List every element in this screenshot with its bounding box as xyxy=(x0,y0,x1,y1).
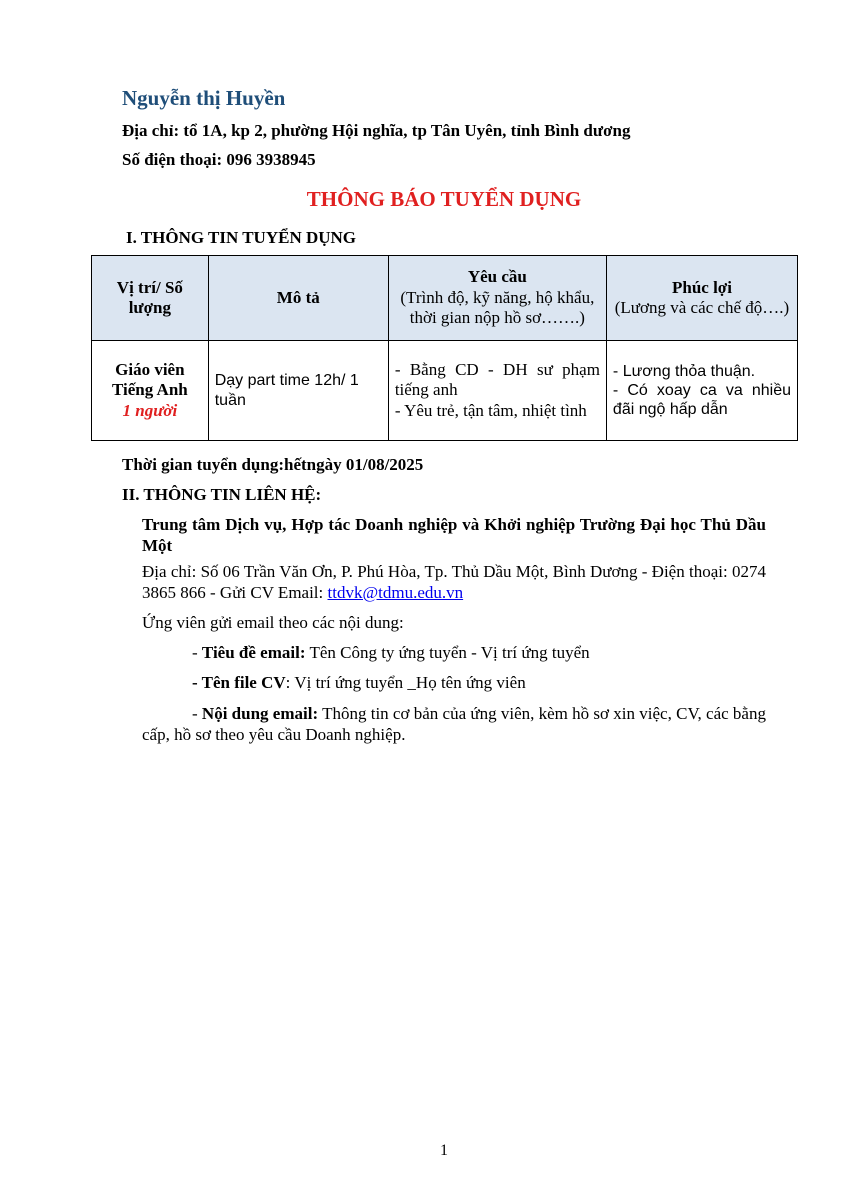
recruitment-table xyxy=(91,255,798,441)
section2-title: II. THÔNG TIN LIÊN HỆ: xyxy=(122,485,322,504)
cell-requirements xyxy=(388,341,606,441)
requirement-item: - Bằng CD - DH sư phạm tiếng anh xyxy=(394,359,600,400)
center-name: Trung tâm Dịch vụ, Hợp tác Doanh nghiệp và Khởi nghiệp Trường Đại học Thủ Dầu Một xyxy=(142,515,766,555)
header-benefits-title: Phúc lợi xyxy=(671,277,732,297)
recruitment-deadline: Thời gian tuyển dụng:hếtngày 01/08/2025 xyxy=(122,455,424,474)
benefit-item: - Có xoay ca va nhiều đãi ngộ hấp dẫn xyxy=(612,381,791,419)
instruction-item-cv-filename: - Tên file CV: Vị trí ứng tuyển _Họ tên ứng viên xyxy=(192,673,526,692)
cell-benefits xyxy=(606,341,797,441)
cell-position xyxy=(92,341,209,441)
header-requirements-title: Yêu cầu xyxy=(467,267,527,287)
applicant-phone: Số điện thoại: 096 3938945 xyxy=(122,150,316,169)
table-row xyxy=(92,341,798,441)
position-quantity: 1 người xyxy=(122,400,178,420)
center-address xyxy=(142,561,766,603)
header-benefits xyxy=(606,256,797,341)
applicant-address: Địa chỉ: tổ 1A, kp 2, phường Hội nghĩa, tp Tân Uyên, tỉnh Bình dương xyxy=(122,121,631,140)
header-requirements-sub: (Trình độ, kỹ năng, hộ khẩu, thời gian nộp hồ sơ…….) xyxy=(400,287,595,328)
header-benefits-sub: (Lương và các chế độ….) xyxy=(614,298,790,317)
page-number: 1 xyxy=(440,1142,448,1159)
cell-description: Dạy part time 12h/ 1 tuần xyxy=(208,341,388,441)
instruction-item-email-subject: - Tiêu đề email: Tên Công ty ứng tuyển - Vị trí ứng tuyển xyxy=(192,643,590,662)
header-requirements xyxy=(388,256,606,341)
send-intro: Ứng viên gửi email theo các nội dung: xyxy=(142,613,404,632)
center-address-text: Địa chỉ: Số 06 Trần Văn Ơn, P. Phú Hòa, Tp. Thủ Dầu Một, Bình Dương - Điện thoại: 0274 3865 866 - Gửi CV Email: xyxy=(142,562,766,602)
table-header-row xyxy=(92,256,798,341)
page-title: THÔNG BÁO TUYỂN DỤNG xyxy=(306,187,582,211)
position-name: Giáo viên Tiếng Anh xyxy=(111,359,188,400)
benefit-item: - Lương thỏa thuận. xyxy=(612,362,756,380)
header-position: Vị trí/ Số lượng xyxy=(92,256,209,341)
instruction-item-email-content: - Nội dung email: Thông tin cơ bản của ứng viên, kèm hồ sơ xin việc, CV, các bằng cấp, hồ sơ theo yêu cầu Doanh nghiệp. xyxy=(142,704,766,744)
requirement-item: - Yêu trẻ, tận tâm, nhiệt tình xyxy=(394,400,587,420)
section1-title: I. THÔNG TIN TUYỂN DỤNG xyxy=(126,228,357,247)
header-description: Mô tả xyxy=(208,256,388,341)
applicant-name: Nguyễn thị Huyền xyxy=(122,86,286,110)
email-link[interactable]: ttdvk@tdmu.edu.vn xyxy=(327,583,464,602)
